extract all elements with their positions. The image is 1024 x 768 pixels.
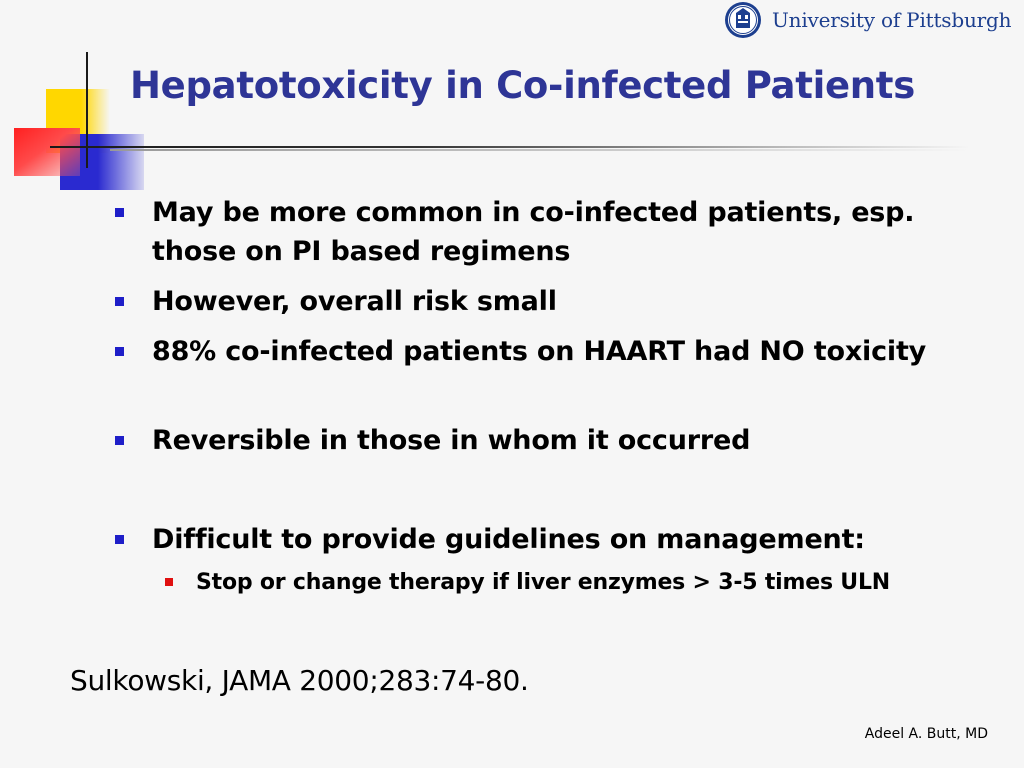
square-bullet-icon [115,535,124,544]
decor-red-square [14,128,80,176]
bullet-item [152,421,972,460]
title-divider-line [50,146,970,148]
university-seal-icon [724,1,762,39]
bullet-item [152,193,972,271]
square-bullet-icon [115,297,124,306]
square-bullet-icon [115,347,124,356]
bullet-text: May be more common in co-infected patients, esp. those on PI based regimens [152,197,915,267]
bullet-item [152,520,972,559]
title-divider-shadow [110,149,970,151]
bullet-text: Difficult to provide guidelines on management: [152,524,865,555]
sub-bullet-text: Stop or change therapy if liver enzymes > 3-5 times ULN [196,570,890,595]
square-sub-bullet-icon [165,578,173,586]
sub-bullet-item [196,565,976,600]
bullet-item [152,282,972,321]
footer-author: Adeel A. Butt, MD [864,726,988,742]
bullet-text: 88% co-infected patients on HAART had NO toxicity [152,336,927,367]
bullet-text: However, overall risk small [152,286,557,317]
slide-title: Hepatotoxicity in Co-infected Patients [130,64,915,107]
bullet-text: Reversible in those in whom it occurred [152,425,751,456]
square-bullet-icon [115,436,124,445]
square-bullet-icon [115,208,124,217]
decor-vertical-line [86,52,88,168]
university-logo [724,0,1020,40]
logo-text: University of Pittsburgh [772,8,1012,32]
citation: Sulkowski, JAMA 2000;283:74-80. [70,664,529,697]
bullet-item [152,332,972,371]
